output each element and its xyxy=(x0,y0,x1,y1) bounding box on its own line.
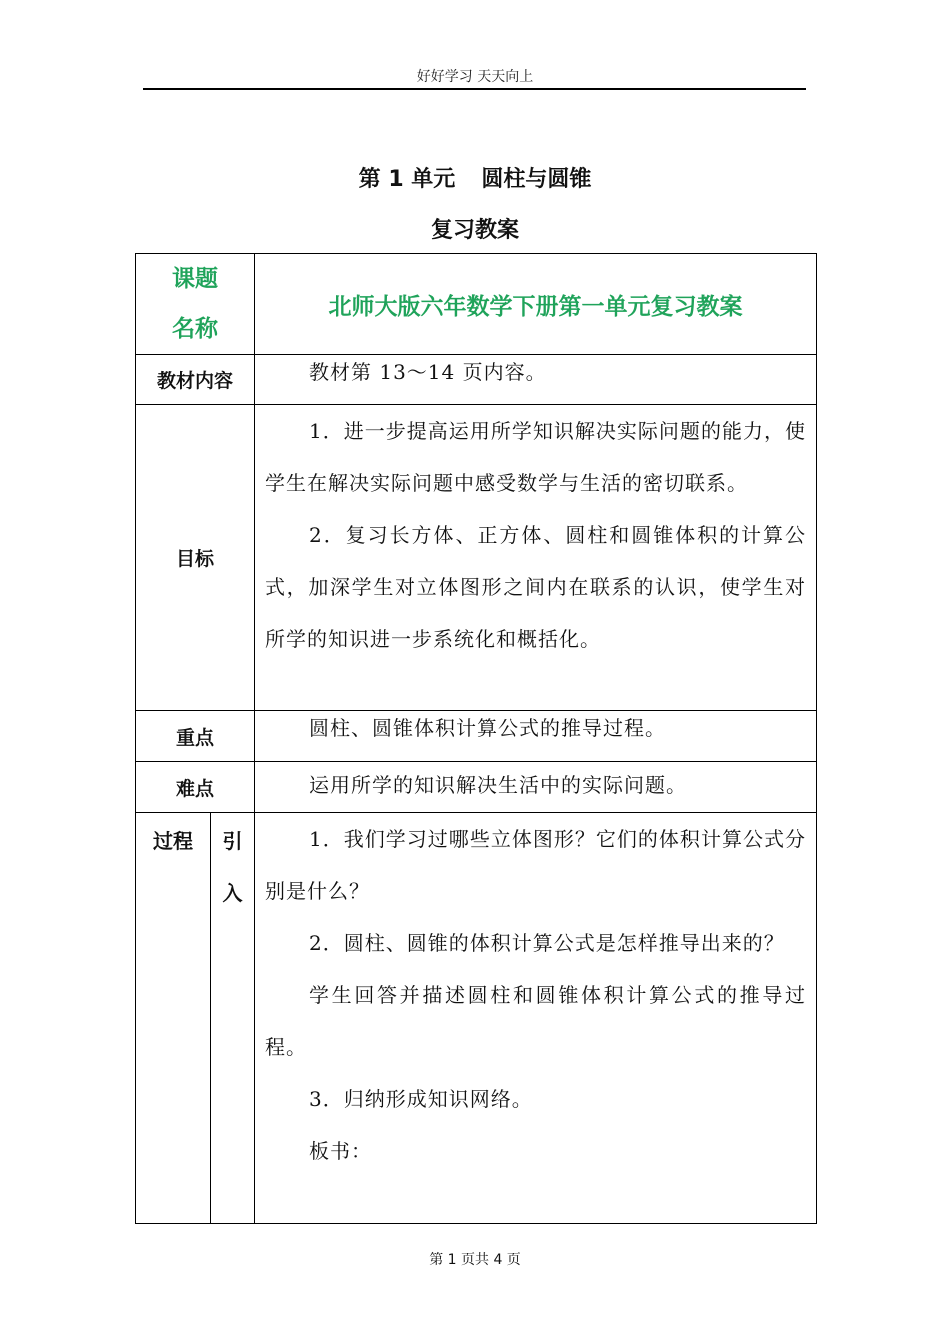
unit-topic: 圆柱与圆锥 xyxy=(481,167,592,192)
lesson-plan-table xyxy=(135,253,817,1224)
table-row xyxy=(136,813,817,1224)
course-label-cell xyxy=(136,254,255,355)
course-label-line-1: 课题 xyxy=(172,266,218,292)
process-label: 过程 xyxy=(136,813,211,1224)
process-item: 板书： xyxy=(309,1139,372,1163)
difficult-label: 难点 xyxy=(136,762,255,813)
page-header: 好好学习 天天向上 xyxy=(416,69,534,85)
key-content: 圆柱、圆锥体积计算公式的推导过程。 xyxy=(255,711,817,762)
table-row xyxy=(136,711,817,762)
document-subtitle: 复习教案 xyxy=(430,218,519,243)
course-name: 北师大版六年数学下册第一单元复习教案 xyxy=(255,254,817,355)
material-label: 教材内容 xyxy=(136,355,255,405)
process-item: 3．归纳形成知识网络。 xyxy=(309,1087,533,1111)
unit-title xyxy=(0,162,950,193)
intro-label-line-1: 引 xyxy=(222,829,243,853)
table-row xyxy=(136,762,817,813)
process-item: 1．我们学习过哪些立体图形？它们的体积计算公式分别是什么？ xyxy=(265,827,806,903)
process-content xyxy=(255,813,817,1224)
goal-content xyxy=(255,405,817,711)
header-rule xyxy=(143,88,806,90)
table-row xyxy=(136,405,817,711)
goal-item: 2．复习长方体、正方体、圆柱和圆锥体积的计算公式，加深学生对立体图形之间内在联系的认识，使学生对所学的知识进一步系统化和概括化。 xyxy=(265,523,806,651)
intro-label xyxy=(211,813,255,1224)
goal-item: 1．进一步提高运用所学知识解决实际问题的能力，使学生在解决实际问题中感受数学与生活的密切联系。 xyxy=(265,419,806,495)
table-row xyxy=(136,254,817,355)
table-row xyxy=(136,355,817,405)
course-label-line-2: 名称 xyxy=(172,316,218,342)
difficult-content: 运用所学的知识解决生活中的实际问题。 xyxy=(255,762,817,813)
intro-label-line-2: 入 xyxy=(222,881,243,905)
page-footer: 第 1 页共 4 页 xyxy=(429,1252,521,1268)
goal-label: 目标 xyxy=(136,405,255,711)
material-content: 教材第 13～14 页内容。 xyxy=(255,355,817,405)
process-item: 学生回答并描述圆柱和圆锥体积计算公式的推导过程。 xyxy=(265,983,806,1059)
process-item: 2．圆柱、圆锥的体积计算公式是怎样推导出来的？ xyxy=(309,931,785,955)
unit-number: 第 1 单元 xyxy=(358,167,456,192)
key-label: 重点 xyxy=(136,711,255,762)
